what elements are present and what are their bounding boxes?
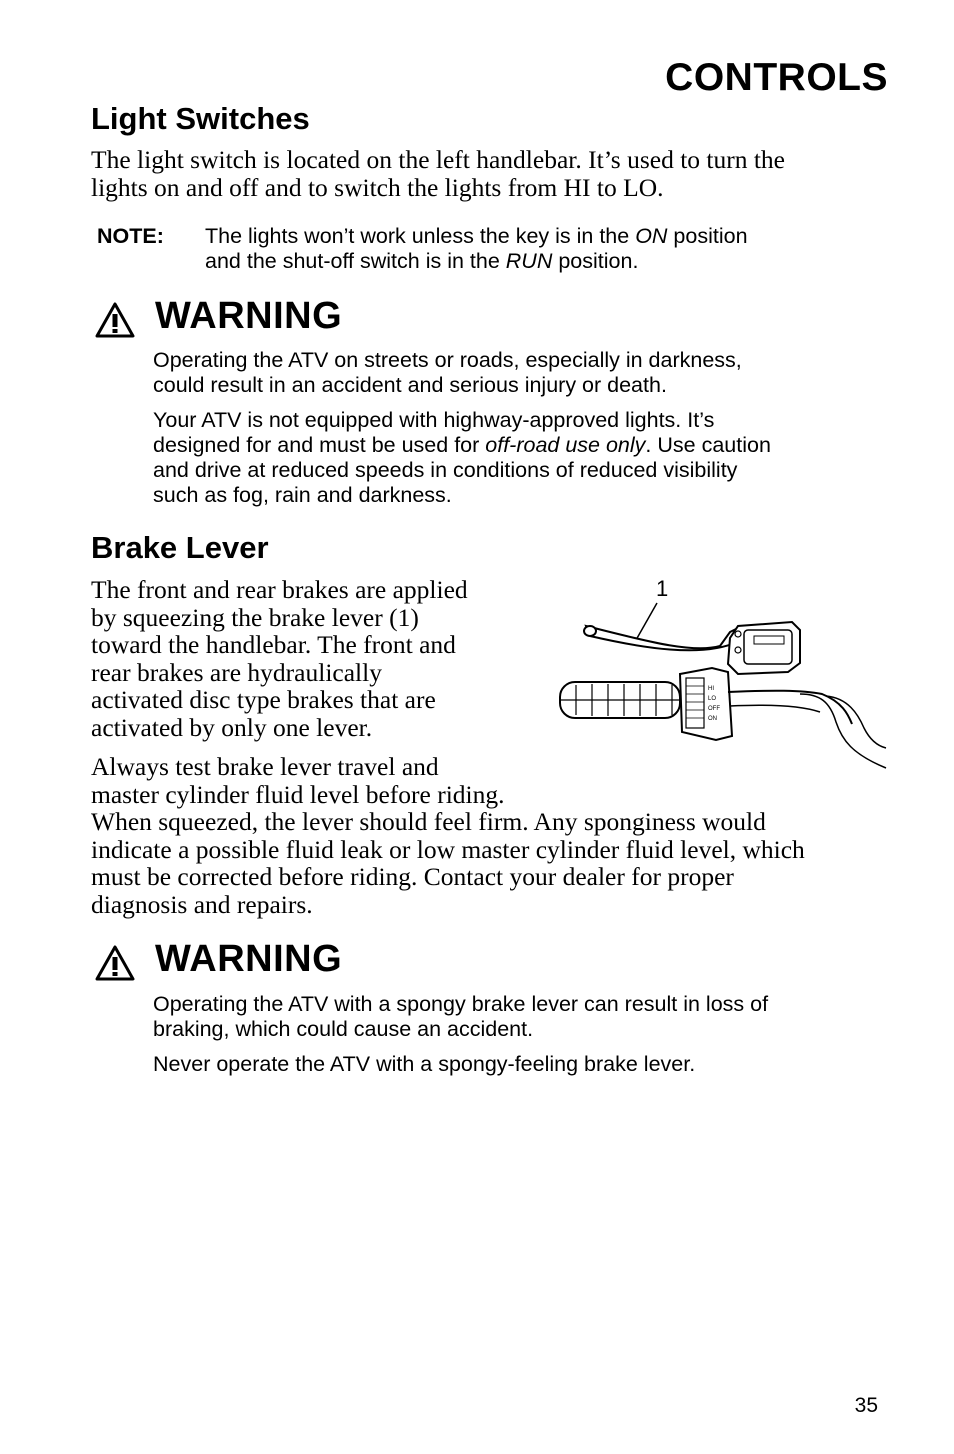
warning-icon — [95, 945, 135, 986]
switch-label: OFF — [708, 706, 720, 712]
body-line: lights on and off and to switch the lights from HI to LO. — [91, 172, 664, 202]
body-line: must be corrected before riding. Contact your dealer for proper — [91, 862, 734, 891]
body-line: The front and rear brakes are applied — [91, 575, 468, 604]
heading-light-switches: Light Switches — [91, 101, 310, 136]
warning-line: could result in an accident and serious injury or death. — [153, 373, 667, 397]
warning-line: Operating the ATV with a spongy brake lever can result in loss of — [153, 992, 769, 1016]
note-text: The lights won’t work unless the key is in the ON position and the shut-off switch is in the RUN position. — [205, 224, 748, 273]
warning-line: braking, which could cause an accident. — [153, 1017, 534, 1041]
warning-line: Operating the ATV on streets or roads, especially in darkness, — [153, 348, 742, 372]
switch-label: HI — [708, 686, 714, 692]
warning-icon — [95, 302, 135, 343]
heading-brake-lever: Brake Lever — [91, 530, 269, 565]
body-line: master cylinder fluid level before riding. — [91, 779, 505, 809]
switch-label: ON — [708, 716, 717, 722]
warning-1-body — [153, 348, 913, 508]
callout-number: 1 — [656, 576, 669, 601]
warning-line: Never operate the ATV with a spongy-feeling brake lever. — [153, 1052, 696, 1076]
body-line: The light switch is located on the left handlebar. It’s used to turn the — [91, 145, 786, 174]
warning-title: WARNING — [155, 938, 343, 980]
body-line: activated disc type brakes that are — [91, 685, 436, 714]
light-switches-body — [91, 146, 785, 201]
page-number: 35 — [854, 1394, 878, 1417]
body-line: by squeezing the brake lever (1) — [91, 602, 419, 632]
body-line: When squeezed, the lever should feel firm. Any sponginess would — [91, 807, 766, 836]
warning-line: such as fog, rain and darkness. — [153, 483, 452, 507]
warning-title: WARNING — [155, 295, 343, 337]
body-line: rear brakes are hydraulically — [91, 657, 382, 687]
body-line: Always test brake lever travel and — [91, 752, 439, 781]
brake-lever-illustration — [552, 568, 888, 781]
body-line: toward the handlebar. The front and — [91, 630, 456, 659]
switch-label: LO — [708, 696, 717, 702]
warning-line: and drive at reduced speeds in conditions of reduced visibility — [153, 458, 738, 482]
brake-lever-body-2 — [91, 753, 891, 918]
brake-lever-body — [91, 576, 468, 741]
warning-2-body — [153, 992, 913, 1077]
body-line: diagnosis and repairs. — [91, 889, 313, 919]
body-line: indicate a possible fluid leak or low master cylinder fluid level, which — [91, 834, 805, 864]
section-title: CONTROLS — [665, 56, 888, 99]
warning-line: designed for and must be used for off-road use only. Use caution — [153, 433, 771, 457]
warning-line: Your ATV is not equipped with highway-approved lights. It’s — [153, 408, 715, 432]
body-line: activated by only one lever. — [91, 712, 373, 742]
note-label: NOTE: — [97, 224, 164, 248]
